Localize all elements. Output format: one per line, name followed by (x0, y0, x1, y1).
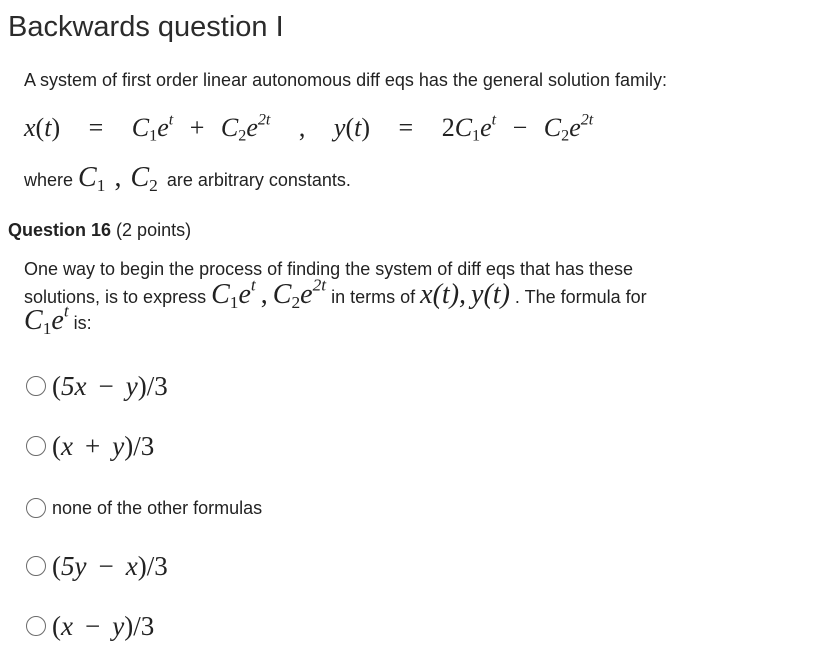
intro-text: A system of first order linear autonomous diff eqs has the general solution family: (24, 70, 667, 90)
option-label: (5y − x)/3 (52, 550, 168, 581)
radio-button[interactable] (26, 498, 46, 518)
radio-button[interactable] (26, 436, 46, 456)
radio-button[interactable] (26, 556, 46, 576)
option-5x-minus-y[interactable] (26, 366, 168, 406)
option-label: none of the other formulas (52, 497, 263, 518)
page-title: Backwards question I (8, 11, 284, 43)
option-label: (5x − y)/3 (52, 370, 168, 401)
option-x-minus-y[interactable] (26, 606, 154, 646)
constants-note: where $C_1$ , $C_2$ are arbitrary constants. (24, 162, 351, 195)
option-5y-minus-x[interactable] (26, 546, 168, 586)
radio-button[interactable] (26, 376, 46, 396)
option-label: (x − y)/3 (52, 610, 155, 641)
option-x-plus-y[interactable] (26, 426, 154, 466)
question-header (8, 218, 191, 242)
option-none-of-the-other[interactable] (26, 488, 262, 528)
radio-button[interactable] (26, 616, 46, 636)
general-solution: $x(t) = C_1e^t + C_2e^{2t}$ , $y(t) = 2C_1e^t - C_2e^{2t}$ (24, 111, 594, 145)
question-prompt: One way to begin the process of finding the system of diff eqs that has these solutions, is to express $C_1e^t$ , $C_2e^{2t}$ in terms of x(t), y(t) . The formula for $C_1e^t$ is: (24, 259, 647, 338)
question-points: (2 points) (116, 220, 192, 240)
option-label: (x + y)/3 (52, 430, 155, 461)
question-number: Question 16 (8, 220, 112, 240)
